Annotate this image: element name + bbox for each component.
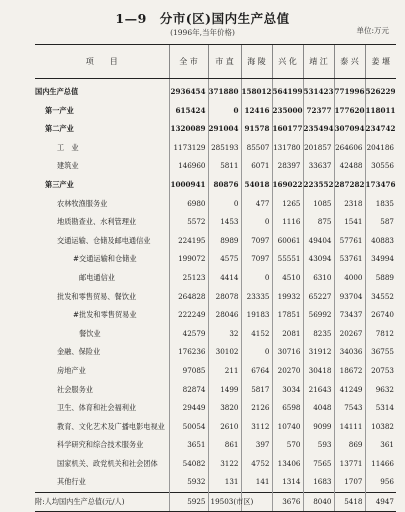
table-cell: 82874	[169, 381, 208, 400]
table-cell: 97085	[169, 362, 208, 381]
table-cell: 26740	[365, 306, 396, 325]
table-cell: 199072	[169, 250, 208, 269]
table-cell: 5811	[208, 157, 241, 176]
table-cell: 55551	[272, 250, 303, 269]
table-row	[35, 176, 396, 195]
table-cell: 30716	[272, 343, 303, 362]
table-cell: 176236	[169, 343, 208, 362]
table-cell: 56992	[303, 306, 334, 325]
table-cell: 158012	[241, 79, 272, 102]
table-cell: 34036	[334, 343, 365, 362]
table-cell: 65227	[303, 288, 334, 307]
table-cell: 0	[208, 102, 241, 121]
row-label: 第三产业	[45, 179, 74, 189]
table-cell: 5572	[169, 213, 208, 232]
table-cell: 6071	[241, 157, 272, 176]
table-cell: 25123	[169, 269, 208, 288]
table-cell: 1499	[208, 381, 241, 400]
table-cell: 1085	[303, 195, 334, 214]
table-cell: 224195	[169, 232, 208, 251]
table-cell: 397	[241, 436, 272, 455]
table-cell: 235000	[272, 102, 303, 121]
gdp-table	[35, 44, 396, 512]
table-cell: 118011	[365, 102, 396, 121]
table-cell: 131	[208, 473, 241, 492]
header-city-total: 全 市	[169, 45, 208, 79]
table-row	[35, 139, 396, 158]
table-cell: 7812	[365, 325, 396, 344]
table-cell: 57761	[334, 232, 365, 251]
table-row	[35, 306, 396, 325]
table-cell: 1453	[208, 213, 241, 232]
footer-cell: 19503(市区)	[208, 493, 241, 512]
table-cell: 10382	[365, 418, 396, 437]
footer-cell: 8040	[303, 493, 334, 512]
table-cell: 131780	[272, 139, 303, 158]
footer-row	[35, 493, 396, 512]
footer-cell: 4947	[365, 493, 396, 512]
table-row	[35, 436, 396, 455]
table-cell: 6310	[303, 269, 334, 288]
header-jiangyan: 姜 堰	[365, 45, 396, 79]
table-cell: 526229	[365, 79, 396, 102]
row-label: 地质勘查业、水利管理业	[57, 217, 137, 227]
row-label: 建筑业	[57, 161, 79, 171]
table-cell: 4152	[241, 325, 272, 344]
table-cell: 18672	[334, 362, 365, 381]
table-cell: 34994	[365, 250, 396, 269]
page-subtitle: (1996年,当年价格)	[170, 28, 235, 37]
table-cell: 3820	[208, 399, 241, 418]
table-cell: 20270	[272, 362, 303, 381]
table-cell: 2081	[272, 325, 303, 344]
table-cell: 222249	[169, 306, 208, 325]
row-label: 房地产业	[57, 365, 86, 375]
table-cell: 4048	[303, 399, 334, 418]
row-label: 科学研究和综合技术服务业	[57, 440, 144, 450]
table-cell: 20753	[365, 362, 396, 381]
table-row	[35, 79, 396, 102]
table-row	[35, 157, 396, 176]
row-label: 餐饮业	[79, 328, 101, 338]
table-cell: 19932	[272, 288, 303, 307]
table-cell: 91578	[241, 120, 272, 139]
row-label: 第二产业	[45, 124, 74, 134]
table-cell: 1000941	[169, 176, 208, 195]
table-cell: 32	[208, 325, 241, 344]
table-row	[35, 473, 396, 492]
table-cell: 570	[272, 436, 303, 455]
table-cell: 3034	[272, 381, 303, 400]
table-body	[35, 79, 396, 493]
table-cell: 6598	[272, 399, 303, 418]
row-label: 工 业	[57, 142, 79, 152]
table-cell: 593	[303, 436, 334, 455]
table-cell: 615424	[169, 102, 208, 121]
table-cell: 0	[241, 343, 272, 362]
footer-cell: 5925	[169, 493, 208, 512]
page-title: 1—9 分市(区)国内生产总值	[115, 11, 290, 26]
footer-cell	[241, 493, 272, 512]
footer-cell: 3676	[272, 493, 303, 512]
table-cell: 1541	[334, 213, 365, 232]
table-cell: 361	[365, 436, 396, 455]
table-cell: 3651	[169, 436, 208, 455]
table-cell: 0	[241, 213, 272, 232]
table-cell: 223552	[303, 176, 334, 195]
table-cell: 34552	[365, 288, 396, 307]
table-cell: 85507	[241, 139, 272, 158]
table-cell: 1314	[272, 473, 303, 492]
header-xinghua: 兴 化	[272, 45, 303, 79]
table-cell: 31912	[303, 343, 334, 362]
table-cell: 201857	[303, 139, 334, 158]
table-cell: 2126	[241, 399, 272, 418]
table-cell: 28397	[272, 157, 303, 176]
row-label: 国家机关、政党机关和社会团体	[57, 458, 158, 468]
table-cell: 7097	[241, 250, 272, 269]
footer-cell: 5418	[334, 493, 365, 512]
table-cell: 1683	[303, 473, 334, 492]
table-cell: 60061	[272, 232, 303, 251]
table-row	[35, 120, 396, 139]
table-cell: 4752	[241, 455, 272, 474]
table-cell: 17851	[272, 306, 303, 325]
table-cell: 54018	[241, 176, 272, 195]
table-row	[35, 343, 396, 362]
table-cell: 9099	[303, 418, 334, 437]
table-cell: 73437	[334, 306, 365, 325]
table-cell: 43094	[303, 250, 334, 269]
table-cell: 7543	[334, 399, 365, 418]
table-cell: 234742	[365, 120, 396, 139]
table-row	[35, 102, 396, 121]
table-cell: 587	[365, 213, 396, 232]
table-cell: 42488	[334, 157, 365, 176]
table-cell: 42579	[169, 325, 208, 344]
table-row	[35, 288, 396, 307]
table-row	[35, 250, 396, 269]
table-cell: 80876	[208, 176, 241, 195]
table-cell: 861	[208, 436, 241, 455]
table-cell: 875	[303, 213, 334, 232]
row-label: 第一产业	[45, 105, 74, 115]
table-cell: 40883	[365, 232, 396, 251]
table-cell: 1707	[334, 473, 365, 492]
row-label: 教育、文化艺术及广播电影电视业	[57, 421, 165, 431]
table-cell: 264606	[334, 139, 365, 158]
table-cell: 771996	[334, 79, 365, 102]
table-cell: 5314	[365, 399, 396, 418]
table-cell: 2610	[208, 418, 241, 437]
table-cell: 10740	[272, 418, 303, 437]
table-row	[35, 418, 396, 437]
table-cell: 5932	[169, 473, 208, 492]
table-cell: 177620	[334, 102, 365, 121]
header-taixing: 泰 兴	[334, 45, 365, 79]
table-cell: 211	[208, 362, 241, 381]
table-cell: 204186	[365, 139, 396, 158]
table-cell: 160177	[272, 120, 303, 139]
table-cell: 30102	[208, 343, 241, 362]
table-cell: 169022	[272, 176, 303, 195]
row-label: #交通运输和仓储业	[73, 254, 137, 264]
footer-label: 附:人均国内生产总值(元/人)	[35, 493, 169, 512]
table-cell: 30556	[365, 157, 396, 176]
table-cell: 49404	[303, 232, 334, 251]
table-cell: 264828	[169, 288, 208, 307]
table-cell: 6980	[169, 195, 208, 214]
table-cell: 235494	[303, 120, 334, 139]
table-cell: 4575	[208, 250, 241, 269]
table-row	[35, 362, 396, 381]
header-row	[35, 45, 396, 79]
table-cell: 2936454	[169, 79, 208, 102]
table-cell: 287282	[334, 176, 365, 195]
header-jingjiang: 靖 江	[303, 45, 334, 79]
table-cell: 2318	[334, 195, 365, 214]
table-cell: 1320089	[169, 120, 208, 139]
table-cell: 141	[241, 473, 272, 492]
table-cell: 3122	[208, 455, 241, 474]
table-cell: 5889	[365, 269, 396, 288]
row-label: 国内生产总值	[35, 87, 79, 96]
table-cell: 8235	[303, 325, 334, 344]
table-cell: 54082	[169, 455, 208, 474]
row-label: 卫生、体育和社会福利业	[57, 403, 137, 413]
row-label: 社会服务业	[57, 384, 93, 394]
table-cell: 1173129	[169, 139, 208, 158]
table-cell: 1265	[272, 195, 303, 214]
table-cell: 14111	[334, 418, 365, 437]
table-cell: 29449	[169, 399, 208, 418]
table-row	[35, 213, 396, 232]
table-cell: 13406	[272, 455, 303, 474]
table-cell: 41249	[334, 381, 365, 400]
table-cell: 30418	[303, 362, 334, 381]
table-cell: 28078	[208, 288, 241, 307]
table-cell: 9632	[365, 381, 396, 400]
table-cell: 531423	[303, 79, 334, 102]
table-cell: 146960	[169, 157, 208, 176]
unit-label: 单位:万元	[356, 26, 389, 35]
table-row	[35, 455, 396, 474]
table-cell: 1116	[272, 213, 303, 232]
header-hailing: 海 陵	[241, 45, 272, 79]
row-label: 农林牧渔服务业	[57, 198, 108, 208]
table-cell: 4000	[334, 269, 365, 288]
table-cell: 53761	[334, 250, 365, 269]
header-item: 项 目	[35, 45, 169, 79]
table-cell: 291004	[208, 120, 241, 139]
table-cell: 1835	[365, 195, 396, 214]
table-row	[35, 232, 396, 251]
table-cell: 23335	[241, 288, 272, 307]
table-cell: 12416	[241, 102, 272, 121]
table-cell: 564199	[272, 79, 303, 102]
table-cell: 285193	[208, 139, 241, 158]
table-cell: 4414	[208, 269, 241, 288]
row-label: 金融、保险业	[57, 347, 101, 357]
table-cell: 72377	[303, 102, 334, 121]
table-cell: 8989	[208, 232, 241, 251]
row-label: 其他行业	[57, 477, 86, 487]
row-label: #批发和零售贸易业	[73, 310, 137, 320]
table-cell: 7097	[241, 232, 272, 251]
table-row	[35, 195, 396, 214]
table-row	[35, 381, 396, 400]
table-cell: 869	[334, 436, 365, 455]
table-cell: 13771	[334, 455, 365, 474]
header-city-direct: 市 直	[208, 45, 241, 79]
table-cell: 20267	[334, 325, 365, 344]
table-row	[35, 399, 396, 418]
table-cell: 4510	[272, 269, 303, 288]
table-cell: 33637	[303, 157, 334, 176]
row-label: 邮电通信业	[79, 272, 115, 282]
table-cell: 50054	[169, 418, 208, 437]
table-cell: 173476	[365, 176, 396, 195]
table-cell: 36755	[365, 343, 396, 362]
table-cell: 5817	[241, 381, 272, 400]
table-cell: 11466	[365, 455, 396, 474]
table-cell: 28046	[208, 306, 241, 325]
table-cell: 307094	[334, 120, 365, 139]
table-cell: 477	[241, 195, 272, 214]
table-cell: 0	[208, 195, 241, 214]
table-cell: 93704	[334, 288, 365, 307]
table-cell: 19183	[241, 306, 272, 325]
table-row	[35, 269, 396, 288]
table-cell: 0	[241, 269, 272, 288]
table-row	[35, 325, 396, 344]
table-cell: 956	[365, 473, 396, 492]
row-label: 批发和零售贸易、餐饮业	[57, 291, 137, 301]
table-cell: 6764	[241, 362, 272, 381]
table-cell: 3112	[241, 418, 272, 437]
row-label: 交通运输、仓储及邮电通信业	[57, 235, 151, 245]
table-cell: 7565	[303, 455, 334, 474]
table-cell: 371880	[208, 79, 241, 102]
table-cell: 21643	[303, 381, 334, 400]
